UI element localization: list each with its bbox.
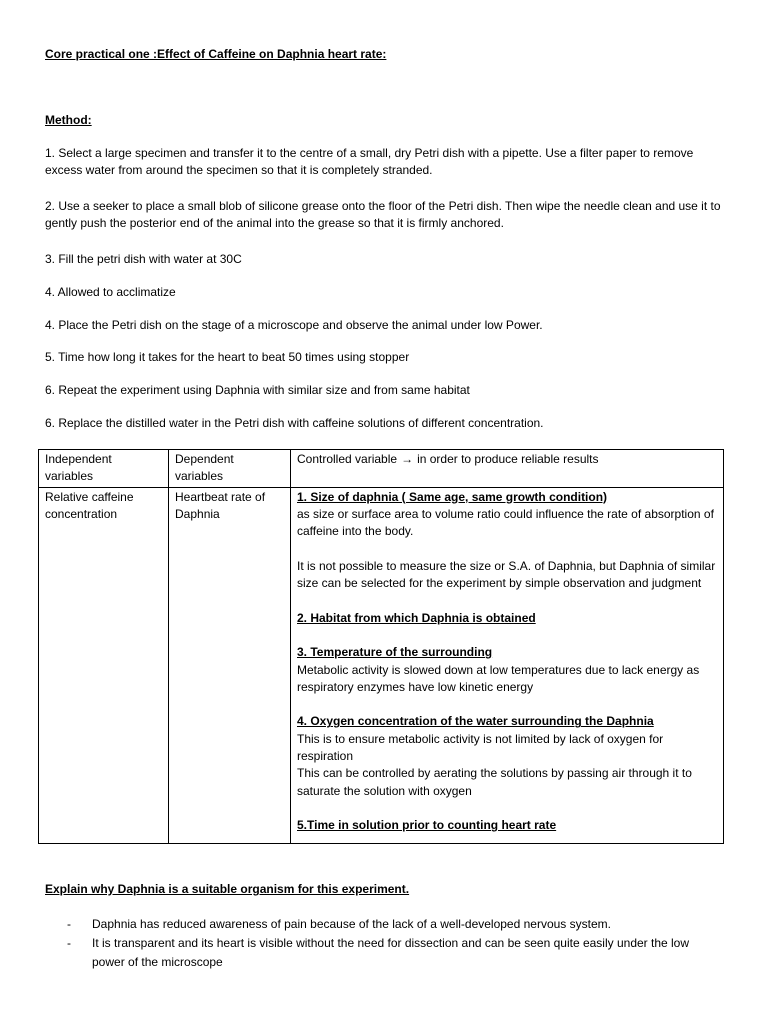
list-item [45,915,725,934]
reason-2: It is transparent and its heart is visible without the need for dissection and can be seen quite easily under the low power of the microscope [92,936,690,969]
header-independent: Independent variables [39,450,169,488]
method-step-3: 3. Fill the petri dish with water at 30C [45,252,242,266]
header-controlled-suffix: in order to produce reliable results [417,452,599,466]
page-title: Core practical one :Effect of Caffeine on Daphnia heart rate: [45,47,387,61]
controlled-2-heading: 2. Habitat from which Daphnia is obtained [297,610,536,625]
method-heading: Method: [45,113,92,127]
method-step-4b: 4. Place the Petri dish on the stage of a microscope and observe the animal under low Power. [45,318,543,332]
reasons-list [45,915,725,972]
controlled-4-text: This is to ensure metabolic activity is not limited by lack of oxygen for respiration [297,731,664,764]
controlled-4-note: This can be controlled by aerating the solutions by passing air through it to saturate the solution with oxygen [297,766,692,798]
table-header-row [39,450,724,488]
controlled-1-note: It is not possible to measure the size or S.A. of Daphnia, but Daphnia of similar size can be selected for the experiment by simple observation and judgment [297,558,716,591]
method-step-6a: 6. Repeat the experiment using Daphnia with similar size and from same habitat [45,383,470,397]
controlled-4-heading: 4. Oxygen concentration of the water surrounding the Daphnia [297,714,654,729]
controlled-1-text: as size or surface area to volume ratio could influence the rate of absorption of caffeine into the body. [297,506,714,539]
independent-variable-cell: Relative caffeine concentration [39,487,169,843]
controlled-3-heading: 3. Temperature of the surrounding [297,645,493,660]
arrow-right-icon: → [401,452,414,466]
reason-1: Daphnia has reduced awareness of pain because of the lack of a well-developed nervous system. [92,917,611,931]
header-dependent: Dependent variables [169,450,291,488]
controlled-5-heading: 5.Time in solution prior to counting heart rate [297,818,557,833]
controlled-3-text: Metabolic activity is slowed down at low temperatures due to lack energy as respiratory enzymes have low kinetic energy [297,662,700,694]
method-step-6b: 6. Replace the distilled water in the Petri dish with caffeine solutions of different concentration. [45,416,544,430]
table-row [39,487,724,843]
variables-table [38,449,724,844]
dash-bullet: - [67,936,71,950]
method-step-5: 5. Time how long it takes for the heart to beat 50 times using stopper [45,350,410,364]
list-item [45,934,725,972]
header-controlled-prefix: Controlled variable [297,452,398,466]
explain-heading: Explain why Daphnia is a suitable organism for this experiment. [45,882,410,896]
controlled-variables-cell [291,487,724,843]
dash-bullet: - [67,917,71,931]
method-step-2: 2. Use a seeker to place a small blob of silicone grease onto the floor of the Petri dish. Then wipe the needle clean and use it to gently push the posterior end of the animal into the grease so that it is firmly anchored. [45,199,721,230]
method-step-1: 1. Select a large specimen and transfer it to the centre of a small, dry Petri dish with a pipette. Use a filter paper to remove excess water from around the specimen so that it is completely stranded. [45,146,694,177]
controlled-1-heading: 1. Size of daphnia ( Same age, same growth condition) [297,489,608,504]
dependent-variable-cell: Heartbeat rate of Daphnia [169,487,291,843]
method-step-4a: 4. Allowed to acclimatize [45,285,176,299]
header-controlled [291,450,724,488]
